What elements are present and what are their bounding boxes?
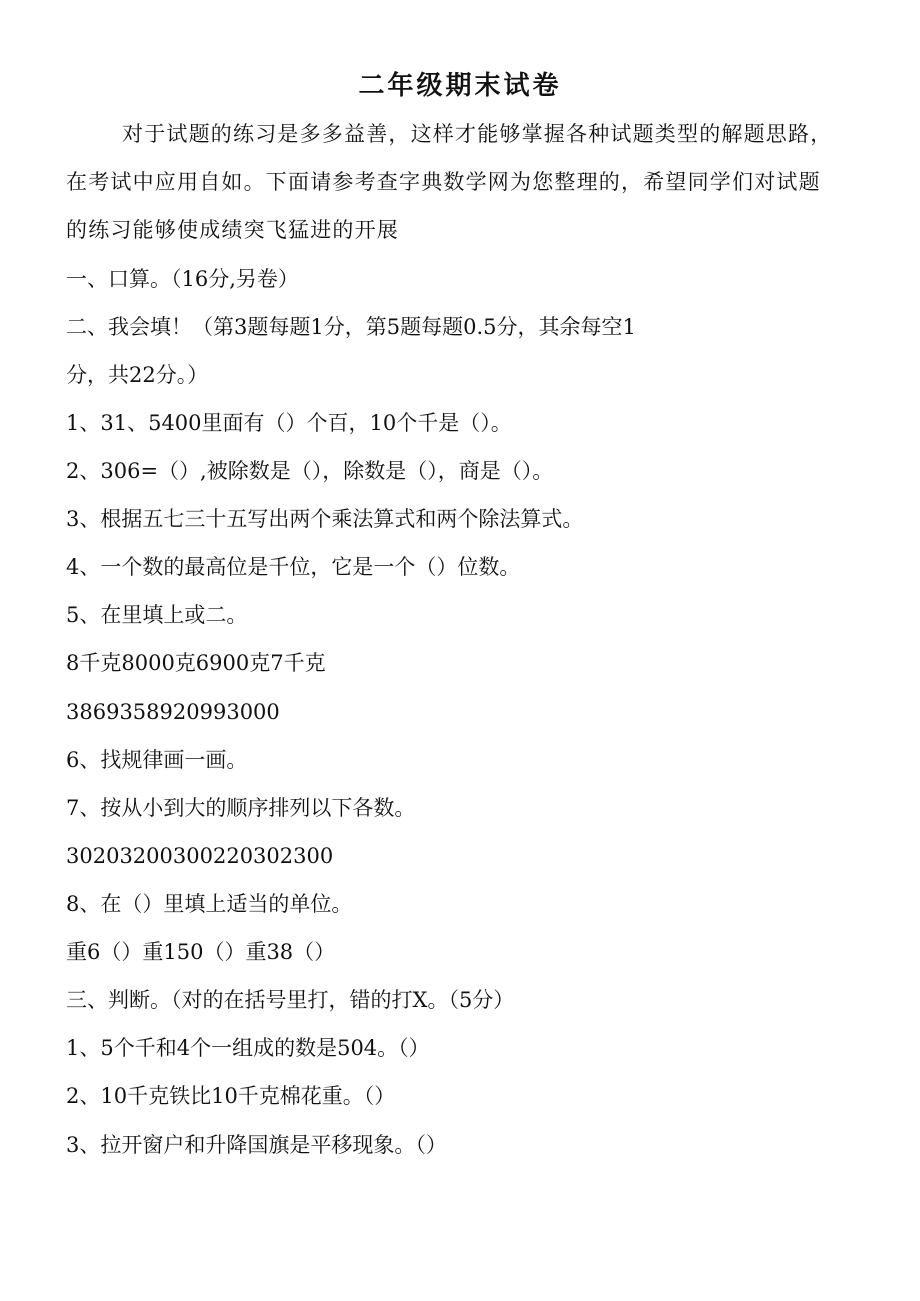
intro-line-2: 在考试中应用自如。下面请参考查字典数学网为您整理的，希望同学们对试题 [66, 170, 821, 194]
question-line: 1、5个千和4个一组成的数是504。（） [66, 1036, 430, 1060]
question-detail-line: 8千克8000克6900克7千克 [66, 651, 326, 675]
question-detail-line: 3869358920993000 [66, 700, 280, 724]
section-heading-fill-in-cont: 分，共22分。） [66, 363, 209, 387]
question-line: 3、根据五七三十五写出两个乘法算式和两个除法算式。 [66, 507, 584, 531]
question-line: 3、拉开窗户和升降国旗是平移现象。（） [66, 1133, 447, 1157]
question-line: 5、在里填上或二。 [66, 603, 248, 627]
question-detail-line: 3020320030022030230​0 [66, 844, 334, 868]
question-line: 8、在（）里填上适当的单位。 [66, 892, 353, 916]
section-heading-oral-calc: 一、口算。（16分,另卷） [66, 267, 299, 291]
question-line: 2、10千克铁比10千克棉花重。（） [66, 1084, 396, 1108]
intro-line-3: 的练习能够使成绩突飞猛进的开展 [66, 218, 399, 242]
section-heading-fill-in: 二、我会填！（第3题每题1分，第5题每题0.5分，其余每空1 [66, 315, 636, 339]
section-heading-judgement: 三、判断。（对的在括号里打，错的打X。（5分） [66, 988, 515, 1012]
question-line: 6、找规律画一画。 [66, 748, 248, 772]
question-line: 2、306=（）,被除数是（），除数是（），商是（）。 [66, 459, 554, 483]
question-line: 1、31、5400里面有（）个百，10个千是（）。 [66, 411, 512, 435]
document-title: 二年级期末试卷 [358, 71, 562, 101]
question-detail-line: 重6（）重150（）重38（） [66, 940, 336, 964]
question-line: 4、一个数的最高位是千位，它是一个（）位数。 [66, 555, 521, 579]
question-line: 7、按从小到大的顺序排列以下各数。 [66, 796, 416, 820]
intro-line-1: 对于试题的练习是多多益善，这样才能够掌握各种试题类型的解题思路， [122, 122, 833, 146]
